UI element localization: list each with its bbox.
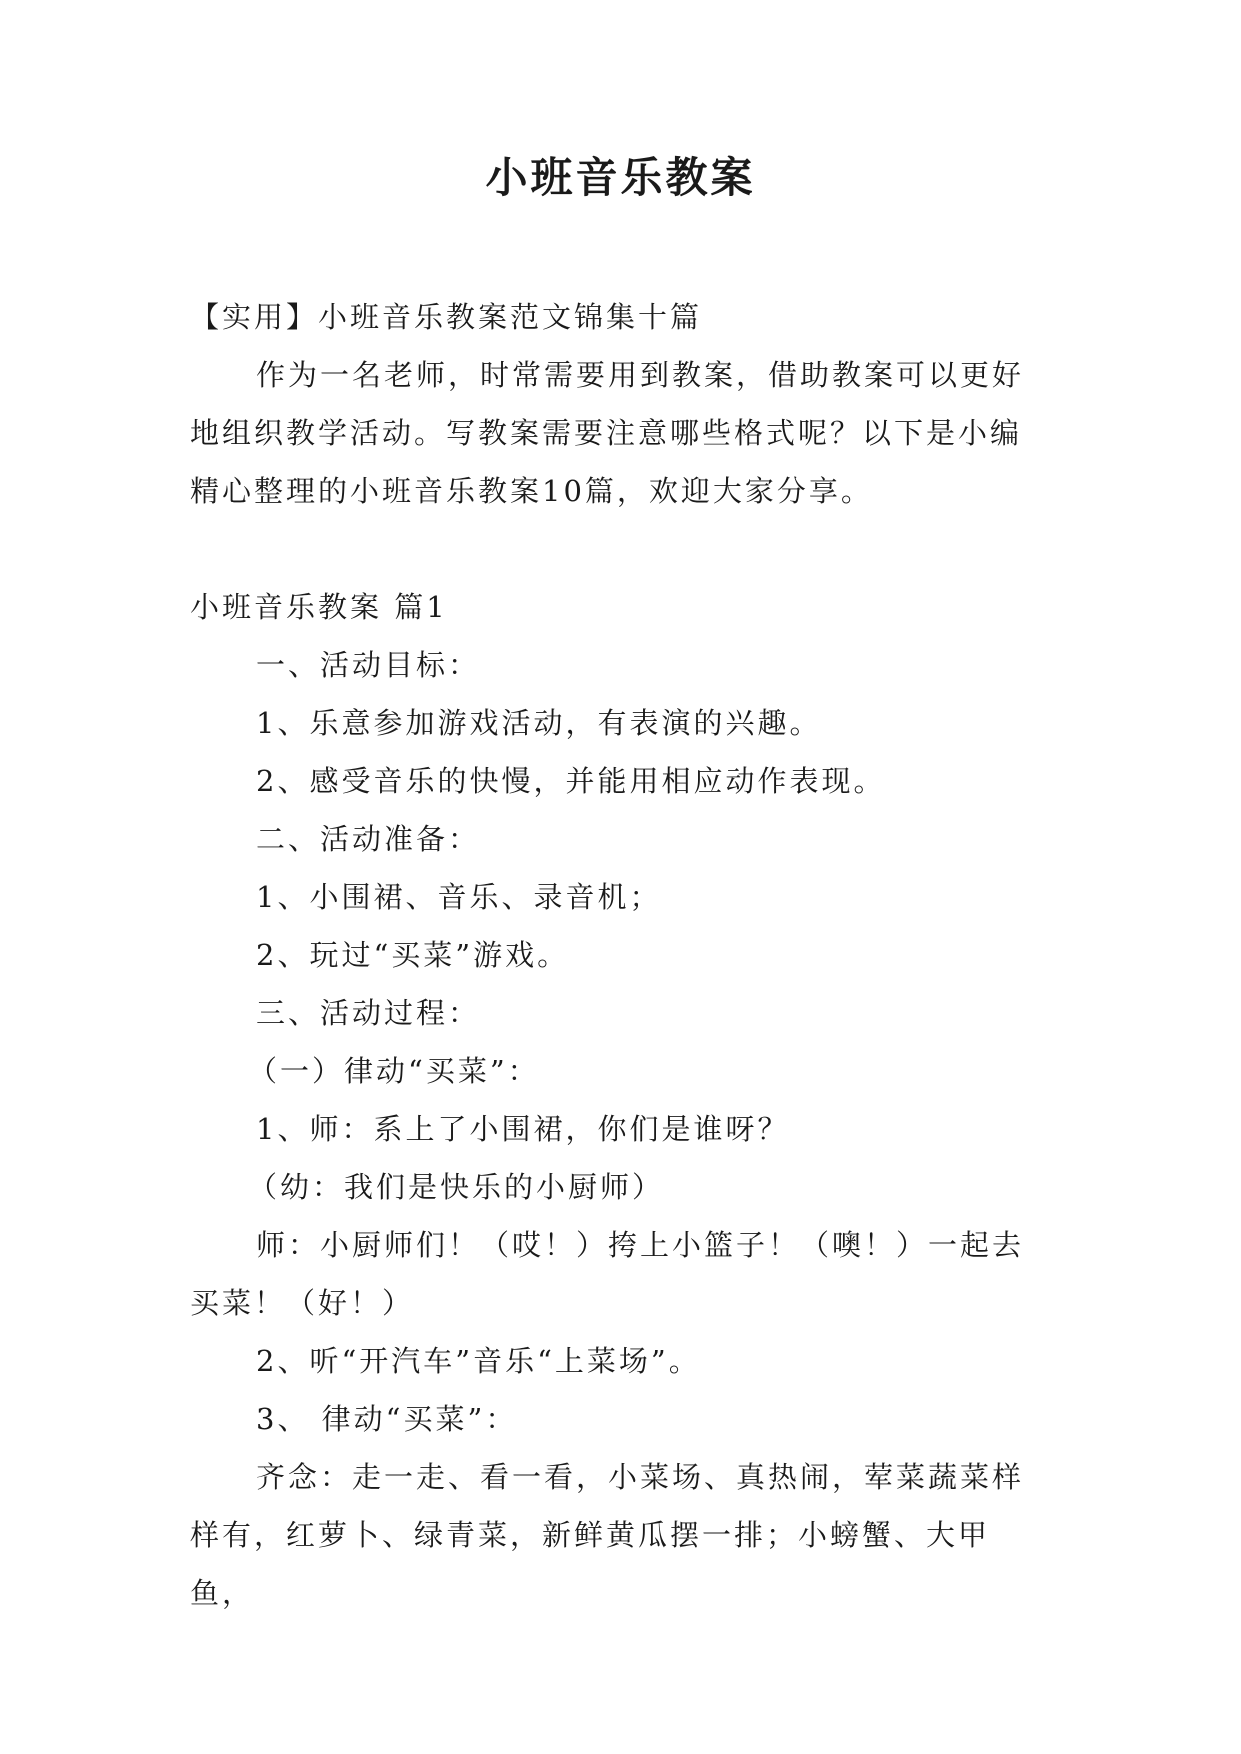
document-title: 小班音乐教案 bbox=[485, 153, 756, 202]
process-response: （幼：我们是快乐的小厨师） bbox=[248, 1170, 665, 1204]
goal-item-2: 2、感受音乐的快慢，并能用相应动作表现。 bbox=[256, 764, 886, 798]
subtitle-line: 【实用】小班音乐教案范文锦集十篇 bbox=[190, 300, 703, 334]
preparation-item-1: 1、小围裙、音乐、录音机； bbox=[256, 880, 662, 914]
process-step-2: 2、听“开汽车”音乐“上菜场”。 bbox=[256, 1344, 701, 1378]
document-body bbox=[190, 288, 1050, 1622]
intro-paragraph: 作为一名老师，时常需要用到教案，借助教案可以更好地组织教学活动。写教案需要注意哪些格式呢？以下是小编精心整理的小班音乐教案10篇，欢迎大家分享。 bbox=[190, 358, 1025, 508]
preparation-item-2: 2、玩过“买菜”游戏。 bbox=[256, 938, 570, 972]
paragraph-gap bbox=[190, 520, 1050, 578]
process-subheading-1: （一）律动“买菜”： bbox=[248, 1054, 540, 1088]
process-step-3: 3、 律动“买菜”： bbox=[256, 1402, 518, 1436]
section-heading: 小班音乐教案 篇1 bbox=[190, 590, 448, 624]
heading-activity-goals: 一、活动目标： bbox=[256, 648, 481, 682]
heading-activity-preparation: 二、活动准备： bbox=[256, 822, 481, 856]
chant-paragraph: 齐念：走一走、看一看，小菜场、真热闹，荤菜蔬菜样样有，红萝卜、绿青菜，新鲜黄瓜摆一排；小螃蟹、大甲鱼， bbox=[190, 1460, 1025, 1610]
process-step-1: 1、师：系上了小围裙，你们是谁呀？ bbox=[256, 1112, 790, 1146]
heading-activity-process: 三、活动过程： bbox=[256, 996, 481, 1030]
process-dialogue: 师：小厨师们！（哎！）挎上小篮子！（噢！）一起去买菜！（好！） bbox=[190, 1228, 1025, 1320]
goal-item-1: 1、乐意参加游戏活动，有表演的兴趣。 bbox=[256, 706, 822, 740]
